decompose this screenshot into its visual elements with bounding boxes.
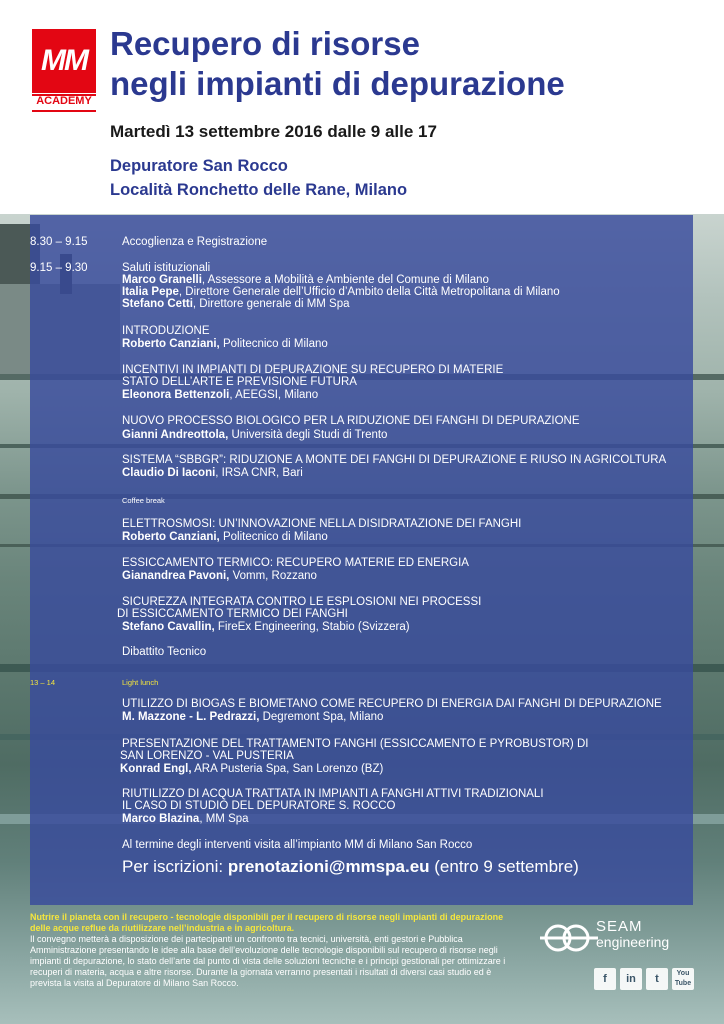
speaker-role: Politecnico di Milano [219,531,328,543]
speaker-name: Stefano Cetti [122,298,193,310]
session-title: SAN LORENZO - VAL PUSTERIA [120,750,294,762]
session-title: RIUTILIZZO DI ACQUA TRATTATA IN IMPIANTI A FANGHI ATTIVI TRADIZIONALI [122,788,544,800]
session-title: UTILIZZO DI BIOGAS E BIOMETANO COME RECUPERO DI ENERGIA DAI FANGHI DI DEPURAZIONE [122,698,662,710]
session-title: INCENTIVI IN IMPIANTI DI DEPURAZIONE SU RECUPERO DI MATERIE [122,364,504,376]
session-title: Saluti istituzionali [122,262,211,274]
speaker-line [122,813,249,826]
logo-mark: MM [32,29,96,93]
youtube-icon[interactable]: You Tube [672,968,694,990]
event-venue [110,154,407,202]
speaker-role: , Direttore generale di MM Spa [192,298,350,310]
facebook-icon[interactable]: f [594,968,616,990]
registration-email[interactable]: prenotazioni@mmspa.eu [227,857,430,876]
speaker-line [122,298,350,311]
speaker-line [122,621,410,634]
speaker-line [122,389,318,402]
speaker-name: Marco Granelli [122,274,202,286]
registration-line [122,857,579,877]
mm-academy-logo [32,29,96,109]
session-title: PRESENTAZIONE DEL TRATTAMENTO FANGHI (ESSICCAMENTO E PYROBUSTOR) DI [122,738,589,750]
speaker-name: Stefano Cavallin, [122,621,215,633]
seam-name: SEAM [596,918,643,935]
venue-line-1: Depuratore San Rocco [110,157,288,175]
speaker-role: Università degli Studi di Trento [228,429,388,441]
session-time: 9.15 – 9.30 [30,262,88,274]
speaker-role: FireEx Engineering, Stabio (Svizzera) [214,621,410,633]
page-title [110,24,565,104]
session-title: STATO DELL’ARTE E PREVISIONE FUTURA [122,376,357,388]
speaker-name: L. Pedrazzi, [196,711,260,723]
session-title: Accoglienza e Registrazione [122,236,268,248]
speaker-line [122,531,328,544]
speaker-name: Marco Blazina [122,813,200,825]
header [0,0,724,214]
title-line-2: negli impianti di depurazione [110,65,565,102]
speaker-line [120,763,383,776]
speaker-role: , Direttore Generale dell’Ufficio d’Ambito della Città Metropolitana di Milano [178,286,560,298]
closing-note: Al termine degli interventi visita all’impianto MM di Milano San Rocco [122,839,473,851]
footer-text [30,912,525,989]
session-title: IL CASO DI STUDIO DEL DEPURATORE S. ROCCO [122,800,396,812]
session-title: SICUREZZA INTEGRATA CONTRO LE ESPLOSIONI NEI PROCESSI [122,596,482,608]
speaker-line [122,429,387,442]
speaker-role: , MM Spa [199,813,249,825]
speaker-name: Gianandrea Pavoni, [122,570,230,582]
speaker-line [122,467,303,480]
seam-subtitle: engineering [596,934,670,950]
session-title: SISTEMA “SBBGR”: RIDUZIONE A MONTE DEI FANGHI DI DEPURAZIONE E RIUSO IN AGRICOLTURA [122,454,667,466]
speaker-separator: - [185,711,197,723]
speaker-name: M. Mazzone [122,711,186,723]
lunch-label: Light lunch [122,678,159,687]
speaker-role: ARA Pusteria Spa, San Lorenzo (BZ) [191,763,384,775]
logo-subtitle: ACADEMY [32,94,96,112]
speaker-role: , AEEGSI, Milano [229,389,319,401]
speaker-name: Konrad Engl, [120,763,192,775]
twitter-icon[interactable]: t [646,968,668,990]
footer-highlight: Nutrire il pianeta con il recupero - tecnologie disponibili per il recupero di risorse negli impianti di depurazione delle acque reflue da riutilizzare nell’industria e in agricoltura. [30,912,504,933]
speaker-line [122,286,560,299]
session-time: 8.30 – 9.15 [30,236,88,248]
speaker-role: , Assessore a Mobilità e Ambiente del Comune di Milano [201,274,489,286]
session-title: ESSICCAMENTO TERMICO: RECUPERO MATERIE ED ENERGIA [122,557,469,569]
session-title: ELETTROSMOSI: UN’INNOVAZIONE NELLA DISIDRATAZIONE DEI FANGHI [122,518,522,530]
speaker-name: Italia Pepe [122,286,179,298]
footer-body: Il convegno metterà a disposizione dei partecipanti un confronto tra tecnici, università, enti gestori e Pubblica Amministrazione presentando le idee alla base dell’evoluzione delle tecnologie disponibili sul recupero di risorse negli impianti di depurazione, lo stato dell’arte dal punto di vista delle soluzioni tecniche e i principi gestionali per ottimizzare i recuperi di materia, acqua e altre risorse. Durante la giornata verranno presentati i risultati di diversi casi studio ed è prevista la visita al Depuratore di Milano San Rocco. [30,934,506,988]
title-line-1: Recupero di risorse [110,25,420,62]
speaker-role: Politecnico di Milano [219,338,328,350]
registration-suffix: (entro 9 settembre) [429,857,579,876]
speaker-role: Vomm, Rozzano [229,570,317,582]
speaker-name: Gianni Andreottola, [122,429,229,441]
venue-line-2: Località Ronchetto delle Rane, Milano [110,181,408,199]
linkedin-icon[interactable]: in [620,968,642,990]
lunch-time: 13 – 14 [30,678,56,687]
session-title: INTRODUZIONE [122,325,210,337]
session-title: Dibattito Tecnico [122,646,207,658]
speaker-line [122,711,383,724]
coffee-break: Coffee break [122,496,165,505]
speaker-name: Roberto Canziani, [122,338,220,350]
speaker-line [122,338,328,351]
speaker-line [122,570,317,583]
session-title: DI ESSICCAMENTO TERMICO DEI FANGHI [117,608,348,620]
event-date: Martedì 13 settembre 2016 dalle 9 alle 17 [110,122,437,141]
speaker-role: , IRSA CNR, Bari [215,467,303,479]
session-title: NUOVO PROCESSO BIOLOGICO PER LA RIDUZIONE DEI FANGHI DI DEPURAZIONE [122,415,580,427]
speaker-name: Roberto Canziani, [122,531,220,543]
registration-prefix: Per iscrizioni: [122,857,228,876]
seam-engineering-logo [540,918,700,958]
speaker-role: Degremont Spa, Milano [259,711,384,723]
speaker-name: Eleonora Bettenzoli [122,389,230,401]
seam-logo-icon [540,920,600,956]
speaker-name: Claudio Di Iaconi [122,467,216,479]
speaker-line [122,274,489,287]
